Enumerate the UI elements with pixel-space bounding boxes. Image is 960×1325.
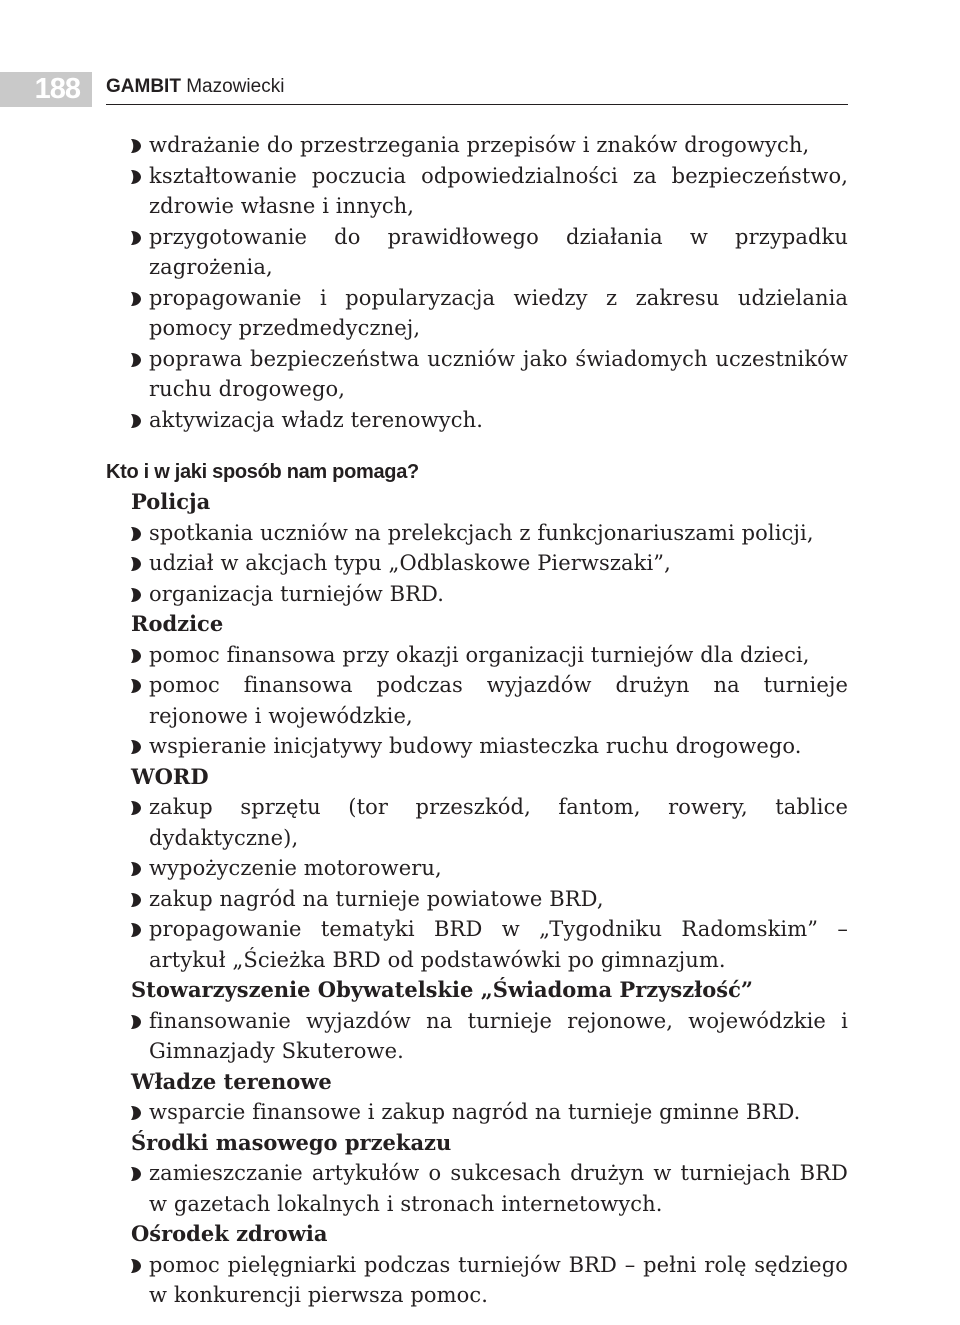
list-item [0, 344, 848, 405]
half-disc-bullet-icon [131, 1015, 141, 1029]
list-item-text: wypożyczenie motoroweru, [149, 856, 442, 880]
half-disc-bullet-icon [131, 1259, 141, 1273]
supporters-section [0, 487, 960, 1311]
list-item-text: zakup sprzętu (tor przeszkód, fantom, rowery, tablice dydaktyczne), [149, 795, 848, 850]
list-item [0, 405, 848, 436]
half-disc-bullet-icon [131, 292, 141, 306]
half-disc-bullet-icon [131, 170, 141, 184]
half-disc-bullet-icon [131, 801, 141, 815]
group-heading: WORD [131, 763, 209, 789]
page-number: 188 [0, 72, 92, 107]
list-item [0, 914, 848, 975]
list-item [0, 579, 848, 610]
list-item-text: aktywizacja władz terenowych. [149, 407, 483, 432]
list-item [0, 1006, 848, 1067]
group-heading: Środki masowego przekazu [131, 1129, 452, 1155]
half-disc-bullet-icon [131, 862, 141, 876]
half-disc-bullet-icon [131, 588, 141, 602]
list-item-text: pomoc finansowa podczas wyjazdów drużyn na turnieje rejonowe i wojewódzkie, [149, 673, 848, 728]
half-disc-bullet-icon [131, 1167, 141, 1181]
list-item-text: finansowanie wyjazdów na turnieje rejonowe, wojewódzkie i Gimnazjady Skuterowe. [149, 1008, 848, 1063]
group-list [0, 1097, 960, 1128]
section-heading: Kto i w jaki sposób nam pomaga? [106, 461, 419, 483]
list-item-text: spotkania uczniów na prelekcjach z funkcjonariuszami policji, [149, 520, 814, 545]
group-list [0, 640, 960, 762]
header-rule [106, 104, 848, 105]
list-item [0, 130, 848, 161]
list-item-text: kształtowanie poczucia odpowiedzialności za bezpieczeństwo, zdrowie własne i innych, [149, 163, 848, 218]
half-disc-bullet-icon [131, 231, 141, 245]
group-heading: Ośrodek zdrowia [131, 1221, 328, 1246]
list-item-text: poprawa bezpieczeństwa uczniów jako świadomych uczestników ruchu drogowego, [149, 346, 848, 401]
list-item [0, 731, 848, 762]
half-disc-bullet-icon [131, 139, 141, 153]
group-list [0, 1006, 960, 1067]
list-item [0, 1158, 848, 1219]
list-item [0, 792, 848, 853]
list-item [0, 853, 848, 884]
page-body [0, 130, 960, 1311]
group-heading: Stowarzyszenie Obywatelskie „Świadoma Przyszłość” [131, 977, 753, 1002]
list-item [0, 161, 848, 222]
group-heading: Władze terenowe [131, 1068, 332, 1094]
list-item [0, 548, 848, 579]
list-item-text: udział w akcjach typu „Odblaskowe Pierwszaki”, [149, 551, 671, 575]
half-disc-bullet-icon [131, 740, 141, 754]
half-disc-bullet-icon [131, 1106, 141, 1120]
group-list [0, 792, 960, 975]
group-list [0, 518, 960, 610]
running-header [106, 74, 284, 100]
list-item-text: wdrażanie do przestrzegania przepisów i znaków drogowych, [149, 133, 810, 157]
list-item-text: organizacja turniejów BRD. [149, 581, 445, 606]
half-disc-bullet-icon [131, 557, 141, 571]
list-item-text: pomoc pielęgniarki podczas turniejów BRD – pełni rolę sędziego w konkurencji pierwsza pomoc. [149, 1252, 848, 1307]
half-disc-bullet-icon [131, 649, 141, 663]
intro-list [0, 130, 960, 435]
half-disc-bullet-icon [131, 527, 141, 541]
list-item [0, 1097, 848, 1128]
half-disc-bullet-icon [131, 679, 141, 693]
half-disc-bullet-icon [131, 414, 141, 428]
list-item-text: zakup nagród na turnieje powiatowe BRD, [149, 886, 604, 911]
running-header-region: Mazowiecki [186, 76, 285, 97]
group-list [0, 1250, 960, 1311]
list-item-text: wspieranie inicjatywy budowy miasteczka ruchu drogowego. [149, 734, 802, 758]
list-item-text: pomoc finansowa przy okazji organizacji turniejów dla dzieci, [149, 642, 810, 667]
running-header-brand: GAMBIT [106, 76, 181, 97]
half-disc-bullet-icon [131, 923, 141, 937]
list-item [0, 283, 848, 344]
half-disc-bullet-icon [131, 353, 141, 367]
list-item-text: propagowanie i popularyzacja wiedzy z zakresu udzielania pomocy przedmedycznej, [149, 285, 848, 340]
list-item-text: przygotowanie do prawidłowego działania w przypadku zagrożenia, [149, 224, 848, 279]
group-heading: Rodzice [131, 611, 224, 636]
half-disc-bullet-icon [131, 893, 141, 907]
group-heading: Policja [131, 489, 211, 514]
list-item-text: wsparcie finansowe i zakup nagród na turnieje gminne BRD. [149, 1100, 801, 1124]
list-item [0, 222, 848, 283]
list-item [0, 518, 848, 549]
group-list [0, 1158, 960, 1219]
list-item-text: propagowanie tematyki BRD w „Tygodniku Radomskim” – artykuł „Ścieżka BRD od podstawówki po gimnazjum. [149, 917, 848, 972]
list-item [0, 670, 848, 731]
list-item [0, 640, 848, 671]
list-item [0, 1250, 848, 1311]
list-item [0, 884, 848, 915]
list-item-text: zamieszczanie artykułów o sukcesach drużyn w turniejach BRD w gazetach lokalnych i stronach internetowych. [149, 1161, 848, 1216]
